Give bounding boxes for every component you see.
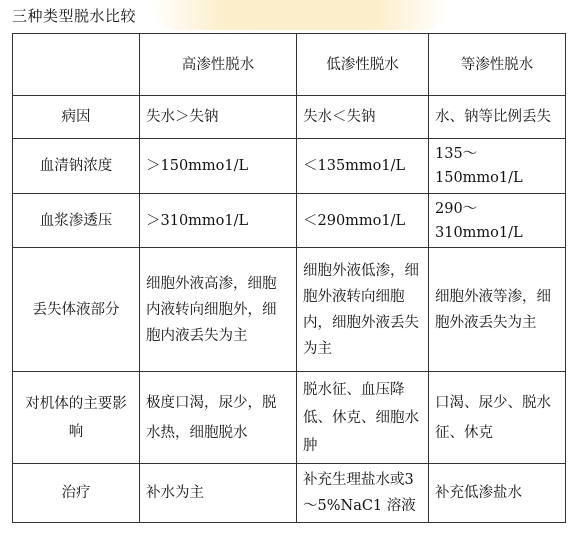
table-row (13, 464, 566, 523)
cell-osmolality-isotonic: 290～310mmo1/L (429, 194, 566, 248)
row-label-fluid-loss: 丢失体液部分 (13, 248, 140, 372)
table-row (13, 194, 566, 248)
row-label-treatment: 治疗 (13, 464, 140, 523)
header-isotonic: 等渗性脱水 (429, 34, 566, 96)
cell-treatment-hypertonic: 补水为主 (140, 464, 297, 523)
cell-cause-hypertonic: 失水＞失钠 (140, 96, 297, 139)
cell-sodium-hypotonic: ＜135mmo1/L (297, 139, 429, 194)
watermark-logo (150, 0, 450, 30)
header-cell-empty (13, 34, 140, 96)
cell-osmolality-hypertonic: ＞310mmo1/L (140, 194, 297, 248)
cell-effects-hypertonic: 极度口渴，尿少，脱水热，细胞脱水 (140, 372, 297, 464)
table-row (13, 372, 566, 464)
cell-effects-isotonic: 口渴、尿少、脱水征、休克 (429, 372, 566, 464)
table-row (13, 139, 566, 194)
cell-sodium-hypertonic: ＞150mmo1/L (140, 139, 297, 194)
comparison-table (12, 33, 566, 523)
cell-effects-hypotonic: 脱水征、血压降低、休克、细胞水肿 (297, 372, 429, 464)
row-label-cause: 病因 (13, 96, 140, 139)
cell-fluid-isotonic: 细胞外液等渗，细胞外液丢失为主 (429, 248, 566, 372)
table-row (13, 96, 566, 139)
table-row (13, 248, 566, 372)
row-label-serum-sodium: 血清钠浓度 (13, 139, 140, 194)
cell-osmolality-hypotonic: ＜290mmo1/L (297, 194, 429, 248)
table-header-row (13, 34, 566, 96)
row-label-main-effects: 对机体的主要影响 (13, 372, 140, 464)
cell-treatment-hypotonic: 补充生理盐水或3～5%NaC1 溶液 (297, 464, 429, 523)
cell-fluid-hypotonic: 细胞外液低渗，细胞外液转向细胞内，细胞外液丢失为主 (297, 248, 429, 372)
cell-sodium-isotonic: 135～150mmo1/L (429, 139, 566, 194)
cell-fluid-hypertonic: 细胞外液高渗，细胞内液转向细胞外，细胞内液丢失为主 (140, 248, 297, 372)
row-label-plasma-osmolality: 血浆渗透压 (13, 194, 140, 248)
cell-cause-hypotonic: 失水＜失钠 (297, 96, 429, 139)
header-hypertonic: 高渗性脱水 (140, 34, 297, 96)
document-title: 三种类型脱水比较 (12, 7, 137, 25)
cell-cause-isotonic: 水、钠等比例丢失 (429, 96, 566, 139)
header-hypotonic: 低渗性脱水 (297, 34, 429, 96)
cell-treatment-isotonic: 补充低渗盐水 (429, 464, 566, 523)
